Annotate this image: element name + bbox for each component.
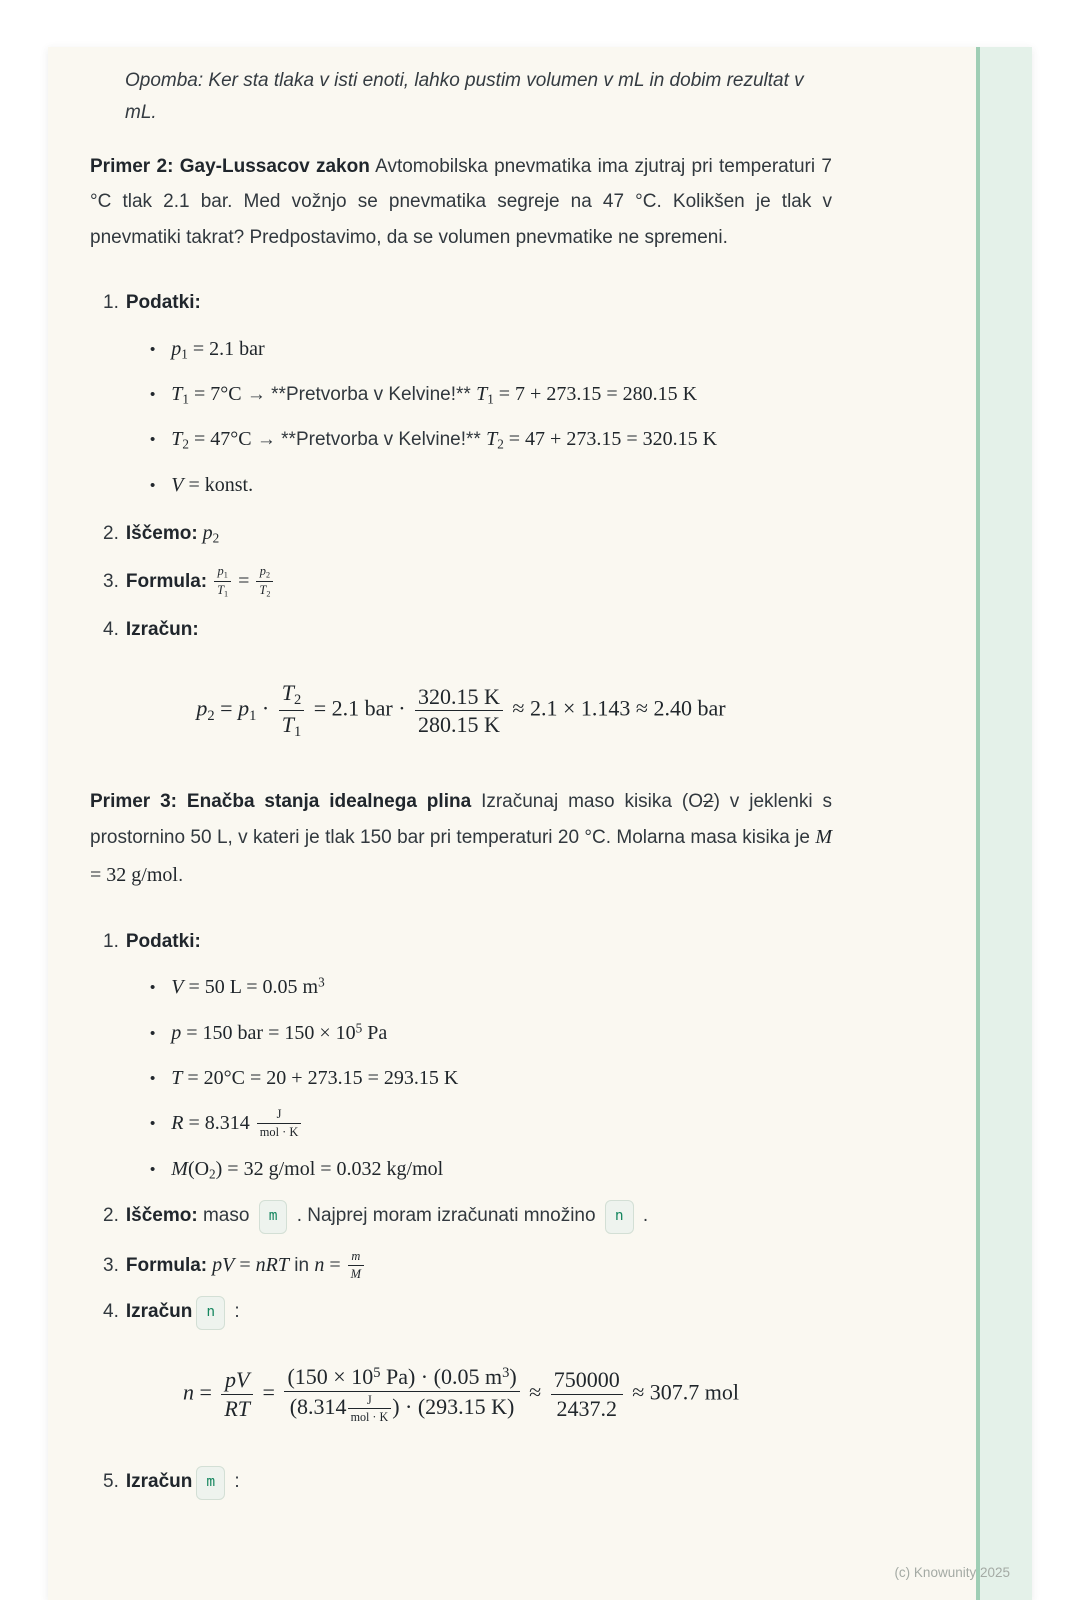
list-item: [90, 1248, 832, 1283]
math-variable: p: [171, 337, 182, 360]
math-variable: m: [351, 1248, 361, 1263]
text-run: :: [229, 1471, 240, 1493]
math-fraction: [279, 680, 305, 741]
fraction-numerator: [214, 564, 231, 582]
text-run: .: [177, 864, 184, 886]
math-subscript: 2: [212, 530, 220, 546]
list-item: [90, 1200, 832, 1234]
list-number: 2.: [103, 522, 119, 544]
math-fraction: [284, 1364, 519, 1424]
bold-run: Formula:: [125, 1254, 208, 1276]
list-item: [90, 926, 832, 1186]
math-subscript: 1: [487, 391, 494, 407]
fraction-numerator: J: [348, 1393, 392, 1409]
bullet-dot: •: [150, 1024, 156, 1042]
math-inline: T = 20°C = 20 + 273.15 = 293.15 K: [171, 1066, 459, 1089]
ordered-list: [90, 287, 832, 646]
list-item: [90, 287, 832, 501]
list-number: 3.: [103, 571, 119, 593]
math-variable: pV: [224, 1366, 250, 1392]
fraction-numerator: [348, 1249, 364, 1266]
fraction-denominator: mol · K: [350, 1410, 389, 1424]
math-inline: $T_2 = 47 + 273.15 = 320.15$ K: [486, 428, 718, 452]
math-superscript: 3: [502, 1364, 510, 1381]
math-subscript: 2: [265, 570, 271, 580]
bullet-content: [171, 1016, 387, 1050]
list-number: 2.: [103, 1204, 119, 1226]
math-variable: T: [171, 382, 183, 405]
math-variable: pV: [212, 1253, 235, 1276]
math-variable: M: [350, 1266, 361, 1281]
bullet-item: [103, 468, 832, 502]
math-variable: p: [171, 1021, 182, 1044]
bullet-item: [103, 377, 832, 411]
italic-run: Opomba: Ker sta tlaka v isti enoti, lahko pustim volumen v mL in dobim rezultat v mL.: [125, 70, 804, 123]
math-subscript: 1: [182, 391, 189, 407]
math-fraction: [348, 1249, 364, 1281]
fraction-denominator: [256, 582, 273, 599]
equation: n = $\frac{pV}{RT}$ = ($150 \times 10^5$ Pa) · (0.05 $m^3$) (8.314 $\frac{J}{\text{mol · K}}$ ) · (293.15 K) ≈ $\frac{750000}{2437.2}$ ≈ 307.7 mol: [182, 1363, 740, 1424]
bullet-dot: •: [150, 1115, 156, 1133]
list-number: 4.: [103, 618, 119, 640]
fraction-denominator: mol · K: [259, 1125, 299, 1140]
bullet-content: [171, 1152, 443, 1186]
bullet-item: [103, 332, 832, 366]
bullet-content: [171, 970, 324, 1004]
math-variable: T: [171, 428, 183, 451]
math-variable: M: [815, 826, 832, 849]
text-run: .: [637, 1204, 649, 1226]
math-variable: p: [217, 564, 224, 579]
fraction-numerator: ($150 \times 10^5$ Pa) · (0.05 $m^3$): [284, 1364, 519, 1392]
math-inline: M = 32 g/mol: [90, 826, 832, 886]
math-variable: M: [171, 1157, 188, 1180]
bullet-content: [171, 332, 264, 366]
equation: $p_2 = p_1$ · $\frac{T_2}{T_1}$ = 2.1 bar · $\frac{320.15 K}{280.15 K}$ ≈ 2.1 × 1.143 ≈ 2.40 bar: [196, 680, 726, 741]
bullet-content: [171, 1106, 303, 1141]
math-subscript: 2: [497, 436, 504, 452]
bullet-item: [103, 1016, 832, 1050]
math-subscript: 2: [293, 692, 302, 709]
math-fraction: [257, 1107, 302, 1139]
math-subscript: 1: [293, 724, 302, 741]
bold-run: Iščemo:: [125, 1204, 198, 1226]
text-run: → **Pretvorba v Kelvine!**: [241, 383, 477, 405]
math-fraction: [214, 564, 231, 599]
math-inline: pV = nRT: [212, 1253, 289, 1276]
math-variable: n: [182, 1379, 194, 1405]
math-variable: nRT: [255, 1253, 289, 1276]
math-inline: n = $\frac{m}{M}$: [314, 1254, 366, 1276]
fraction-denominator: [279, 711, 305, 741]
math-subscript: 2: [266, 589, 271, 599]
math-variable: T: [217, 583, 225, 598]
math-inline: $\frac{p_1}{T_1}$ = $\frac{p_2}{T_2}$: [207, 570, 275, 592]
bullet-dot: •: [150, 1069, 156, 1087]
bold-run: Primer 3: Enačba stanja idealnega plina: [90, 790, 472, 812]
list-number: 5.: [103, 1471, 119, 1493]
math-fraction: [221, 1367, 253, 1422]
math-superscript: 5: [373, 1364, 381, 1381]
math-inline: V = 50 L = 0.05 $m^3$: [171, 974, 325, 999]
bullet-content: [171, 422, 717, 456]
list-number: 1.: [103, 292, 119, 314]
math-fraction: [551, 1367, 623, 1422]
text-run: → **Pretvorba v Kelvine!**: [251, 429, 487, 451]
text-run: Avtomobilska pnevmatika ima zjutraj pri temperaturi 7 °C tlak 2.1 bar. Med vožnjo se pnevmatika segreje na 47 °C. Kolikšen je tlak v pnevmatiki takrat? Predpostavimo, da se volumen pnevmatike ne spremeni.: [90, 155, 833, 248]
bullet-item: [103, 422, 832, 456]
math-inline: $p_1 = 2.1$ bar: [171, 337, 265, 362]
bullet-item: [103, 1061, 832, 1095]
bullet-item: [103, 970, 832, 1004]
math-fraction: [415, 684, 503, 739]
math-variable: T: [281, 712, 294, 738]
fraction-denominator: 280.15 K: [418, 712, 500, 738]
math-variable: T: [171, 1066, 183, 1089]
document-blocks: [48, 47, 1032, 1600]
fraction-denominator: 2437.2: [556, 1395, 617, 1421]
text-run: in: [288, 1254, 315, 1276]
math-variable: T: [281, 680, 294, 706]
paragraph: [90, 784, 832, 894]
math-inline: $M(O_2) = 32$ g/mol = 0.032 kg/mol: [171, 1157, 444, 1182]
fraction-numerator: [256, 564, 273, 582]
bullet-dot: •: [150, 1160, 156, 1178]
list-item: [90, 1296, 832, 1330]
math-variable: RT: [224, 1395, 251, 1421]
math-variable: p: [259, 564, 266, 579]
math-subscript: 1: [249, 708, 257, 725]
math-fraction: [256, 564, 273, 599]
bullet-list: [103, 970, 832, 1186]
math-inline: R = 8.314 $\frac{J}{\text{mol · K}}$: [171, 1112, 303, 1134]
bold-run: Iščemo:: [125, 522, 198, 544]
math-variable: T: [476, 382, 488, 405]
fraction-numerator: [279, 680, 305, 711]
math-variable: T: [486, 428, 498, 451]
bullet-dot: •: [150, 979, 156, 997]
math-inline: $T_2 = 47^\circ C$: [171, 428, 252, 452]
bold-run: Podatki:: [125, 292, 201, 314]
math-variable: V: [171, 976, 184, 999]
fraction-denominator: [221, 1395, 253, 1422]
math-inline: p = 150 bar = $150 \times 10^5$ Pa: [171, 1019, 388, 1044]
math-subscript: 2: [182, 436, 189, 452]
bullet-list: [103, 332, 832, 502]
fraction-denominator: [214, 582, 231, 599]
text-run: ) v jeklenki s prostornino 50 L, v kateri je tlak 150 bar pri temperaturi 20 °C. Molarna masa kisika je: [90, 790, 832, 849]
list-number: 1.: [103, 930, 119, 952]
bullet-dot: •: [150, 431, 156, 449]
bullet-content: [171, 377, 697, 411]
math-variable: p: [202, 521, 213, 544]
ordered-list: [90, 1466, 832, 1500]
bullet-content: [171, 1061, 458, 1095]
math-subscript: 2: [209, 1166, 216, 1182]
ordered-list: [90, 926, 832, 1330]
text-run: maso: [197, 1204, 255, 1226]
bold-run: Izračun:: [125, 618, 199, 640]
math-fraction: [348, 1393, 392, 1425]
fraction-numerator: 320.15 K: [415, 684, 503, 712]
bold-run: Podatki:: [125, 930, 201, 952]
code-badge: n: [605, 1200, 634, 1234]
code-badge: m: [196, 1466, 225, 1500]
math-inline: $T_1 = 7^\circ C$: [171, 382, 242, 407]
bold-run: Izračun: [125, 1471, 193, 1493]
bold-run: Izračun: [125, 1301, 193, 1323]
document-page: [48, 47, 1032, 1600]
fraction-numerator: 750000: [551, 1367, 623, 1395]
bullet-dot: •: [150, 476, 156, 494]
code-badge: n: [196, 1296, 225, 1330]
text-run: Izračunaj maso kisika (O: [471, 790, 703, 812]
math-variable: p: [238, 696, 250, 722]
bullet-dot: •: [150, 340, 156, 358]
math-superscript: 3: [318, 974, 325, 990]
fraction-numerator: [221, 1367, 253, 1395]
bullet-item: [103, 1106, 832, 1141]
list-item: [90, 516, 832, 550]
fraction-numerator: J: [257, 1107, 302, 1124]
list-item: [90, 614, 832, 646]
fraction-denominator: (8.314 $\frac{J}{\text{mol · K}}$ ) · (293.15 K): [289, 1392, 515, 1424]
math-variable: p: [196, 696, 208, 722]
math-subscript: 1: [181, 346, 188, 362]
math-subscript: 2: [207, 708, 215, 725]
math-subscript: 1: [223, 570, 228, 580]
note-block: [125, 65, 832, 129]
bullet-item: [103, 1152, 832, 1186]
text-run: :: [229, 1301, 240, 1323]
code-badge: m: [259, 1200, 288, 1234]
list-item: [90, 564, 832, 600]
bullet-dot: •: [150, 385, 156, 403]
list-number: 4.: [103, 1301, 119, 1323]
math-inline: [198, 522, 220, 544]
math-variable: R: [171, 1112, 184, 1135]
text-run: . Najprej moram izračunati množino: [291, 1204, 601, 1226]
math-inline: V = konst.: [171, 473, 254, 496]
bullet-content: [171, 468, 253, 502]
strike-run: 2: [702, 790, 714, 812]
list-number: 3.: [103, 1254, 119, 1276]
fraction-denominator: [348, 1266, 364, 1282]
paragraph: [90, 149, 832, 256]
math-inline: $T_1 = 7 + 273.15 = 280.15$ K: [476, 382, 698, 407]
math-variable: V: [171, 473, 184, 496]
bold-run: Formula:: [125, 571, 208, 593]
math-variable: n: [314, 1253, 325, 1276]
math-subscript: 1: [224, 589, 229, 599]
list-item: [90, 1466, 832, 1500]
math-superscript: 5: [355, 1019, 363, 1035]
footer-credit: (c) Knowunity 2025: [894, 1564, 1010, 1580]
math-variable: T: [259, 583, 267, 598]
bold-run: Primer 2: Gay-Lussacov zakon: [90, 155, 370, 177]
